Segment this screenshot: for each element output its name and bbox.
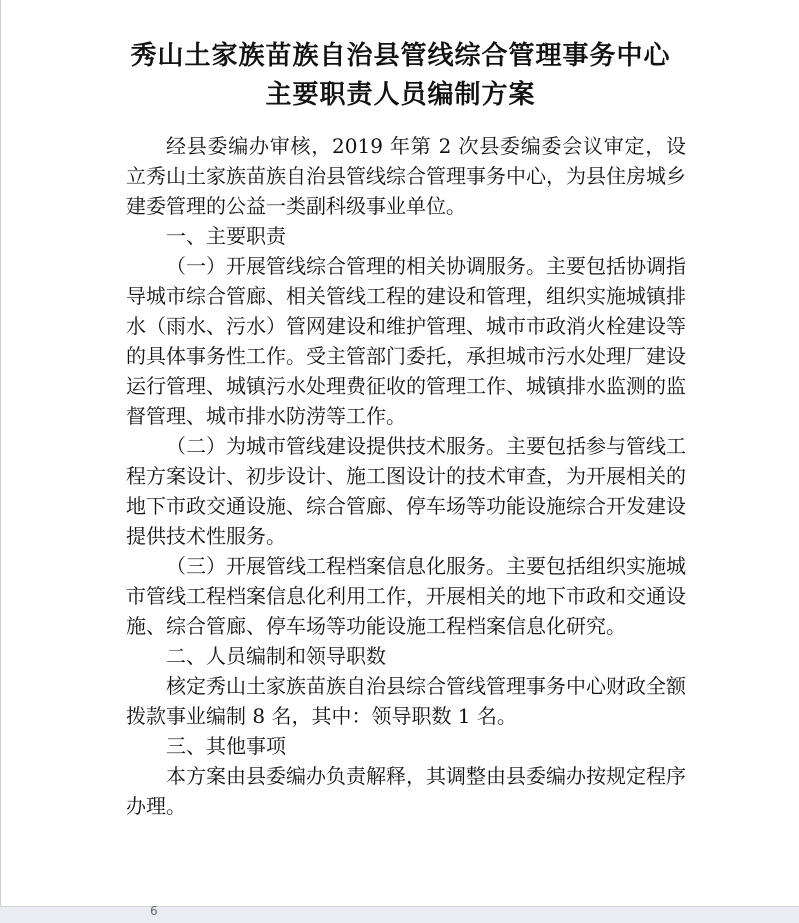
duty-item-1: （一）开展管线综合管理的相关协调服务。主要包括协调指导城市综合管廊、相关管线工程的建设和管理，组织实施城镇排水（雨水、污水）管网建设和维护管理、城市市政消火栓建设等的具体事务性工作。受主管部门委托，承担城市污水处理厂建设运行管理、城镇污水处理费征收的管理工作、城镇排水监测的监督管理、城市排水防涝等工作。	[126, 254, 686, 428]
viewer-bottom-bar	[0, 906, 799, 923]
other-paragraph: 本方案由县委编办负责解释，其调整由县委编办按规定程序办理。	[126, 764, 686, 818]
document-body	[126, 131, 686, 821]
staffing-paragraph: 核定秀山土家族苗族自治县综合管线管理事务中心财政全额拨款事业编制 8 名，其中：领导职数 1 名。	[126, 674, 686, 728]
section-heading-other: 三、其他事项	[166, 734, 286, 758]
section-heading-staffing: 二、人员编制和领导职数	[166, 644, 386, 668]
page-number-mark: 6	[150, 904, 158, 918]
intro-paragraph: 经县委编办审核，2019 年第 2 次县委编委会议审定，设立秀山土家族苗族自治县管线综合管理事务中心，为县住房城乡建委管理的公益一类副科级事业单位。	[126, 134, 686, 218]
document-title-line2: 主要职责人员编制方案	[265, 80, 536, 110]
document-title-line1: 秀山土家族苗族自治县管线综合管理事务中心	[130, 41, 671, 71]
duty-item-3: （三）开展管线工程档案信息化服务。主要包括组织实施城市管线工程档案信息化利用工作，开展相关的地下市政和交通设施、综合管廊、停车场等功能设施工程档案信息化研究。	[126, 554, 686, 638]
duty-item-2: （二）为城市管线建设提供技术服务。主要包括参与管线工程方案设计、初步设计、施工图设计的技术审查，为开展相关的地下市政交通设施、综合管廊、停车场等功能设施综合开发建设提供技术性服务。	[126, 434, 686, 548]
section-heading-duties: 一、主要职责	[166, 224, 286, 248]
